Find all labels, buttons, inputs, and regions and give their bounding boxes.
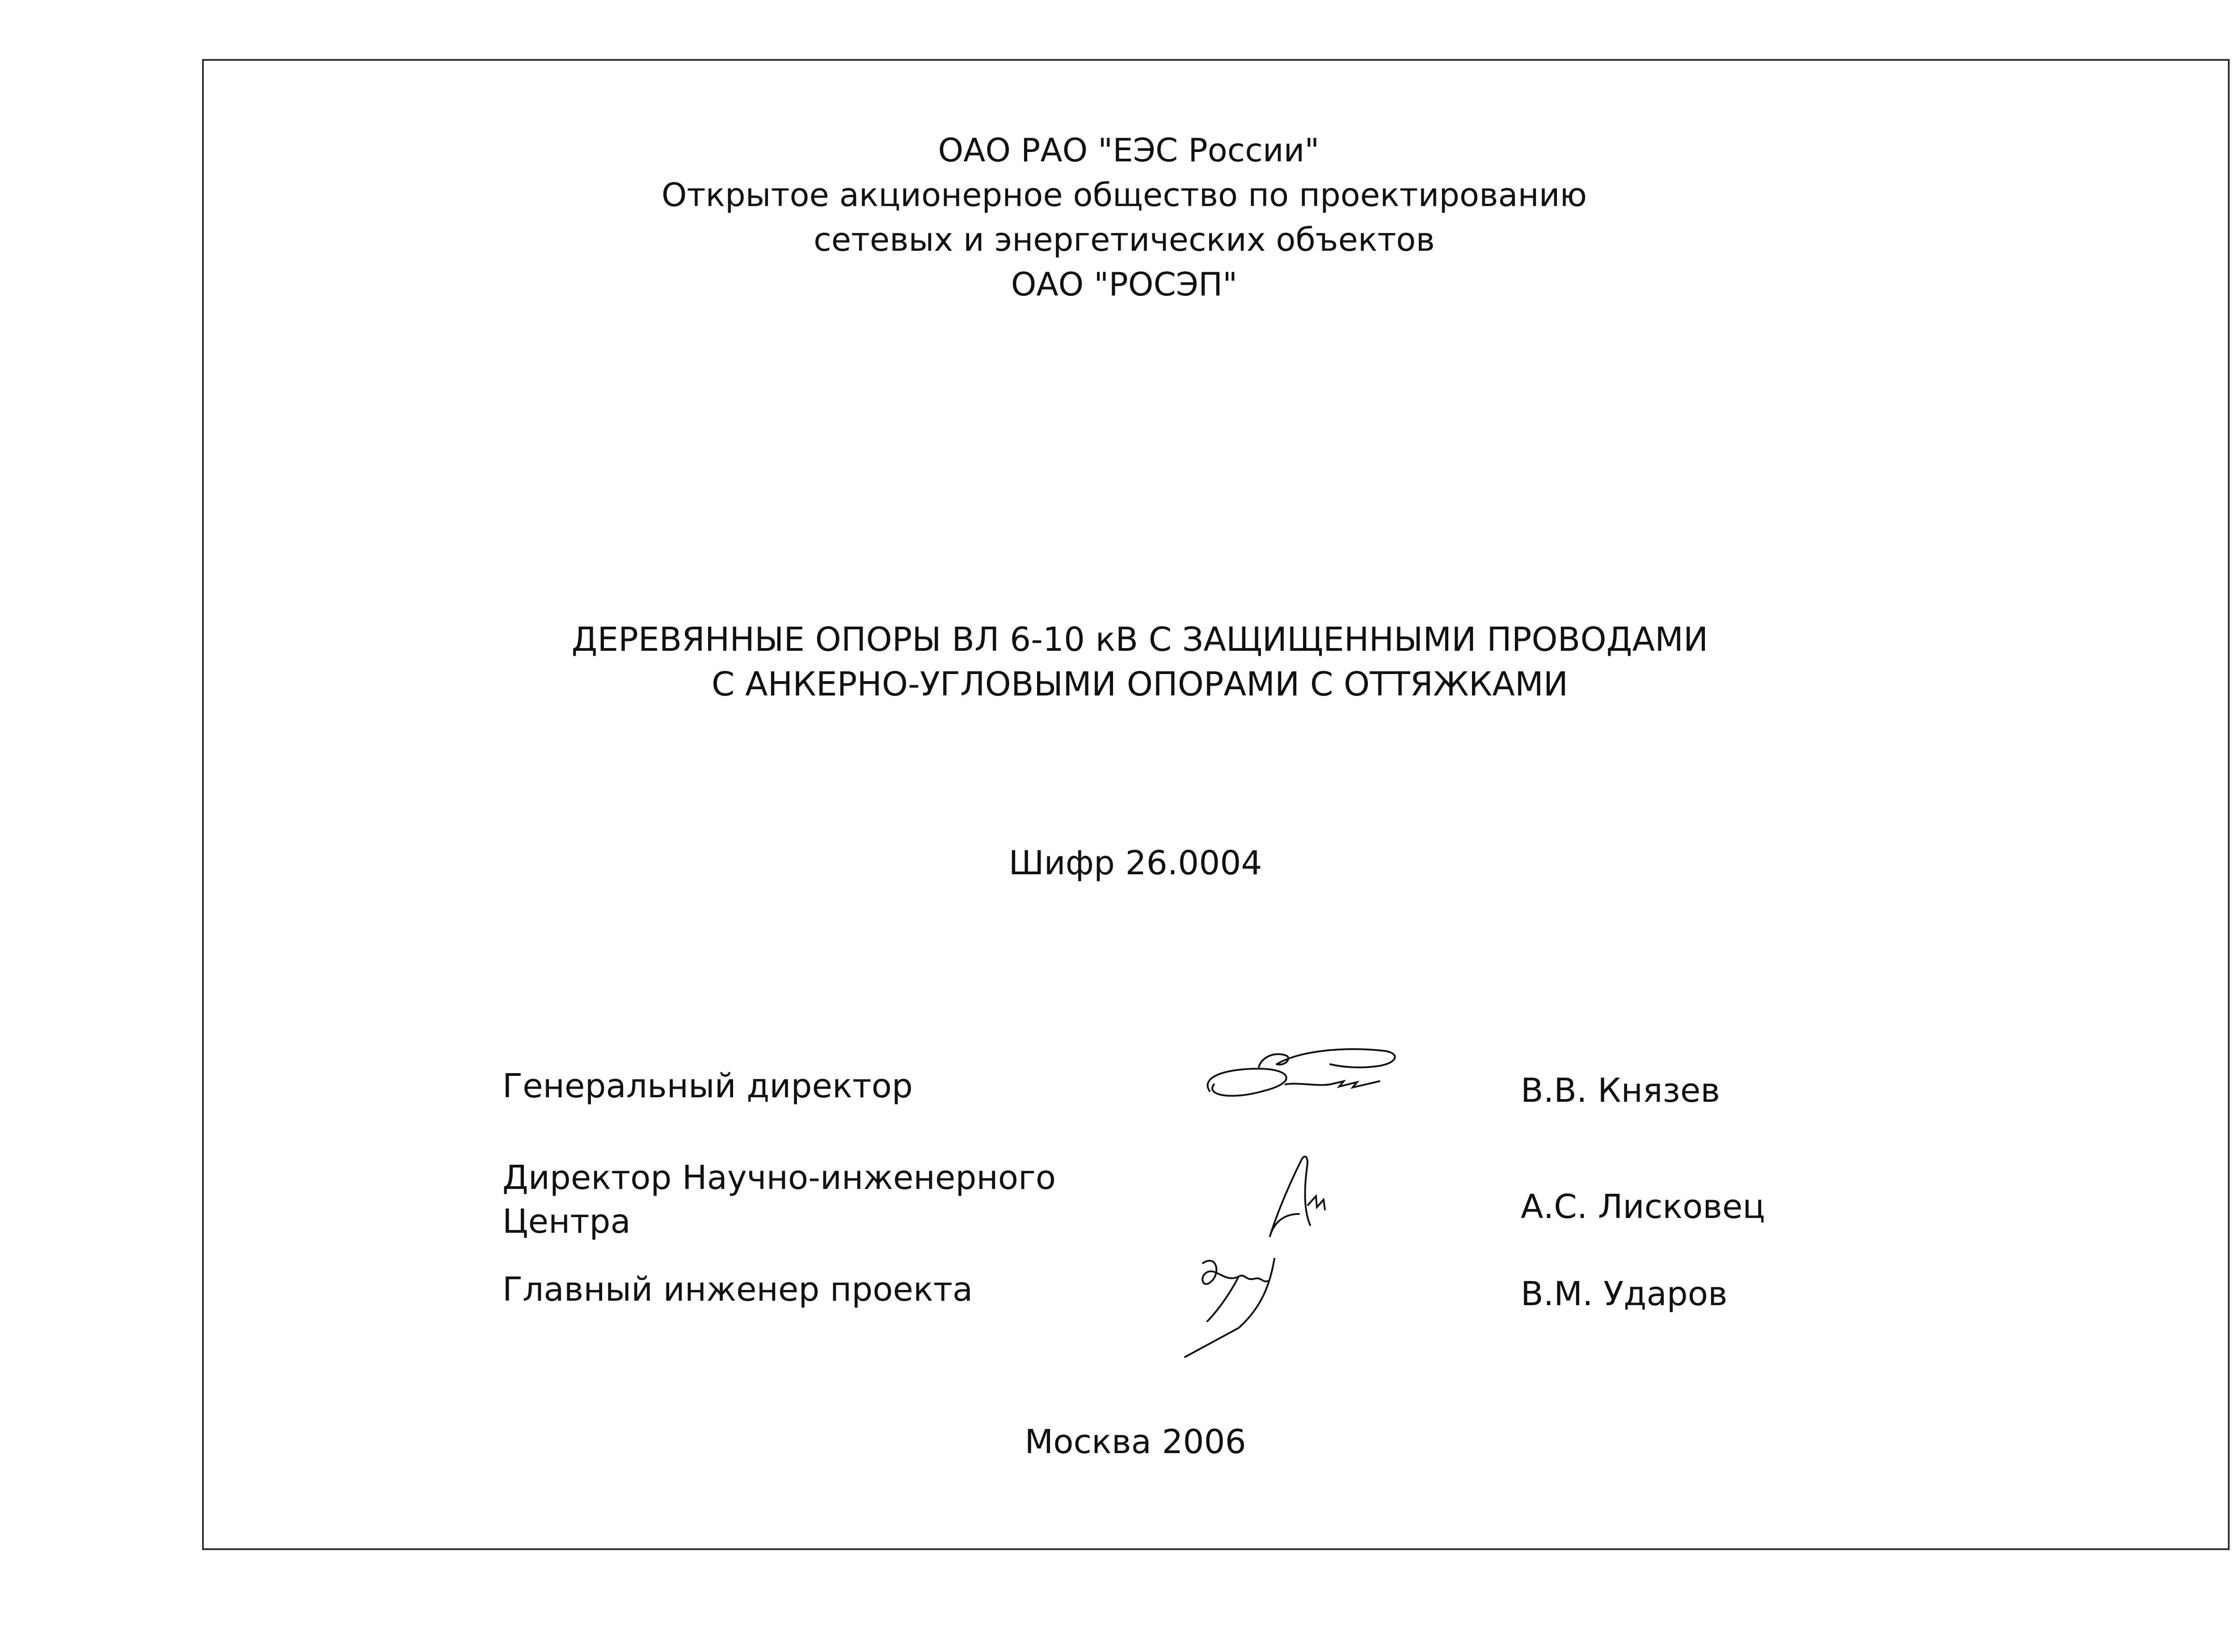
- city-year: [204, 1420, 2228, 1464]
- signatory-name: В.М. Ударов: [1521, 1275, 1728, 1313]
- org-line-3: сетевых и энергетических объектов: [814, 221, 1435, 258]
- signatory-role: Главный инженер проекта: [502, 1270, 973, 1309]
- signature-director-center: [1254, 1147, 1344, 1250]
- signatory-row-director-center: [204, 1156, 2228, 1245]
- signatory-name: В.В. Князев: [1521, 1071, 1721, 1110]
- organization-header: [204, 128, 2228, 307]
- org-line-1: ОАО РАО "ЕЭС России": [938, 131, 1320, 169]
- title-line-1: ДЕРЕВЯННЫЕ ОПОРЫ ВЛ 6-10 кВ С ЗАЩИЩЕННЫМИ ПРОВОДАМИ: [571, 620, 1708, 659]
- document-frame: [202, 59, 2230, 1550]
- signature-chief-engineer: [1172, 1245, 1306, 1366]
- city-year-text: Москва 2006: [1025, 1423, 1246, 1461]
- org-line-4: ОАО "РОСЭП": [1011, 266, 1238, 303]
- document-cipher: [204, 841, 2228, 885]
- signatory-role-line-2: Центра: [502, 1202, 631, 1241]
- signatory-name: А.С. Лисковец: [1521, 1188, 1765, 1226]
- title-line-2: С АНКЕРНО-УГЛОВЫМИ ОПОРАМИ С ОТТЯЖКАМИ: [711, 665, 1569, 704]
- signatory-role: Генеральный директор: [502, 1067, 913, 1105]
- org-line-2: Открытое акционерное общество по проектированию: [661, 176, 1587, 214]
- signatory-row-chief-engineer: [204, 1268, 2228, 1357]
- signatory-role-line-1: Директор Научно-инженерного: [502, 1159, 1056, 1197]
- cipher-text: Шифр 26.0004: [1008, 844, 1262, 882]
- signatory-role: [502, 1156, 1056, 1243]
- signature-general-director: [1196, 1042, 1429, 1113]
- signatory-row-general-director: [204, 1064, 2228, 1127]
- document-title: [204, 617, 2228, 707]
